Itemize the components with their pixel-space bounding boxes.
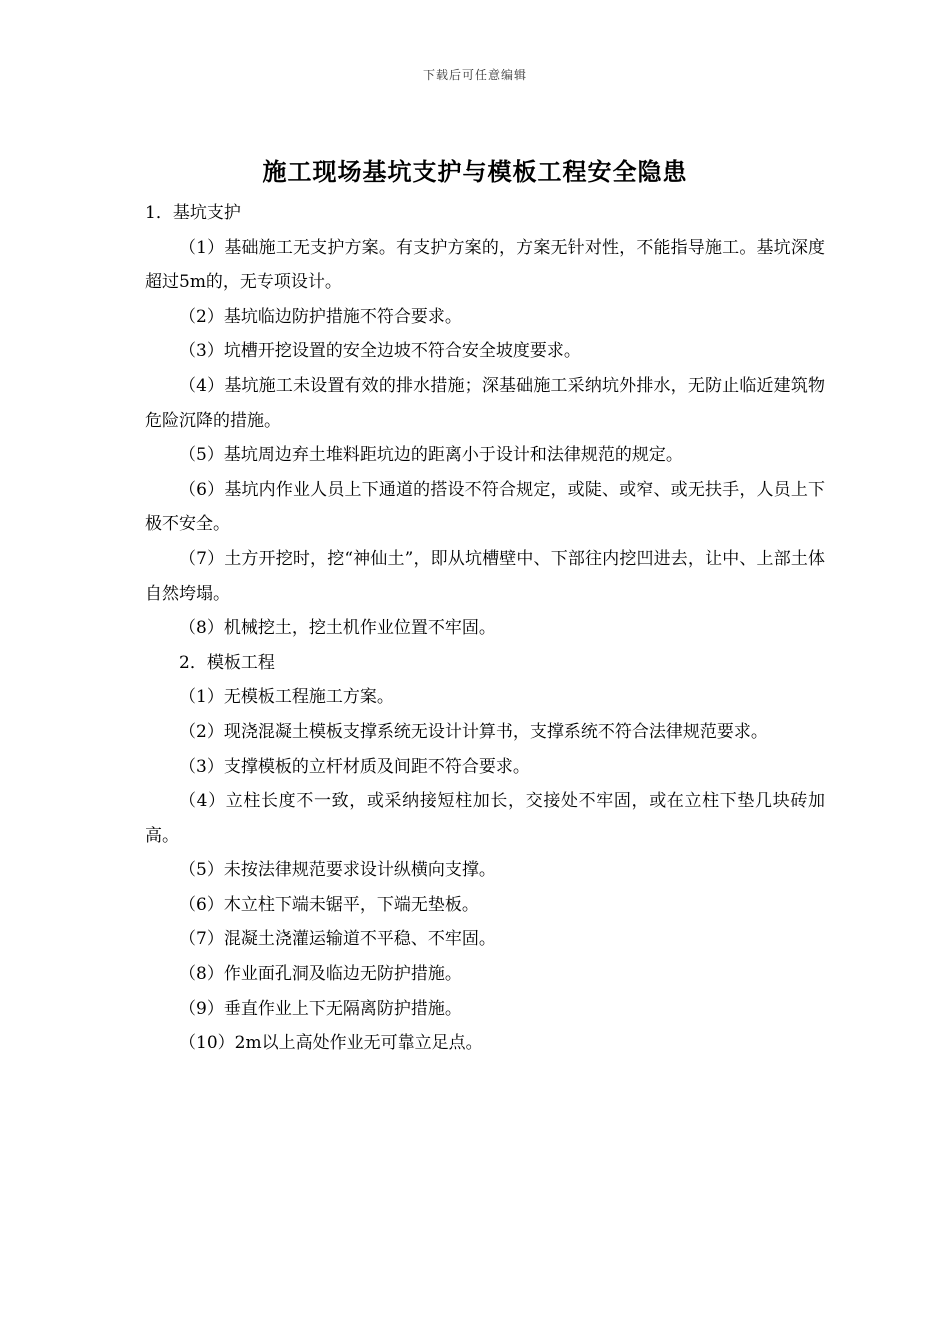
paragraph: （4）立柱长度不一致，或采纳接短柱加长，交接处不牢固，或在立柱下垫几块砖加高。 [145,791,825,846]
paragraph: （1）无模板工程施工方案。 [179,687,394,708]
paragraph: （10）2m以上高处作业无可靠立足点。 [179,1033,483,1054]
document-title: 施工现场基坑支护与模板工程安全隐患 [262,157,688,186]
paragraph: （6）基坑内作业人员上下通道的搭设不符合规定，或陡、或窄、或无扶手，人员上下极不安全。 [145,479,825,535]
paragraph: （7）混凝土浇灌运输道不平稳、不牢固。 [179,929,496,950]
paragraph: （5）基坑周边弃土堆料距坑边的距离小于设计和法律规范的规定。 [179,445,683,466]
paragraph: （2）基坑临边防护措施不符合要求。 [179,306,462,327]
paragraph: （5）未按法律规范要求设计纵横向支撑。 [179,860,496,881]
paragraph: （1）基础施工无支护方案。有支护方案的，方案无针对性，不能指导施工。基坑深度超过5m的，无专项设计。 [145,237,825,293]
paragraph: （3）坑槽开挖设置的安全边坡不符合安全坡度要求。 [179,341,581,362]
paragraph: （3）支撑模板的立杆材质及间距不符合要求。 [179,756,530,777]
paragraph: （4）基坑施工未设置有效的排水措施；深基础施工采纳坑外排水，无防止临近建筑物危险沉降的措施。 [145,375,825,431]
paragraph: （2）现浇混凝土模板支撑系统无设计计算书，支撑系统不符合法律规范要求。 [179,721,768,742]
paragraph: （9）垂直作业上下无隔离防护措施。 [179,998,462,1019]
paragraph: （8）作业面孔洞及临边无防护措施。 [179,964,462,985]
paragraph: （7）土方开挖时，挖“神仙土”，即从坑槽壁中、下部往内挖凹进去，让中、上部土体自然垮塌。 [145,548,825,604]
section-heading-foundation-pit-support: 1．基坑支护 [145,203,241,223]
section-heading-formwork: 2．模板工程 [179,652,275,673]
page-header-note: 下载后可任意编辑 [422,68,527,82]
paragraph: （6）木立柱下端未锯平，下端无垫板。 [179,894,479,915]
document-body [145,196,825,1061]
paragraph: （8）机械挖土，挖土机作业位置不牢固。 [179,618,496,639]
